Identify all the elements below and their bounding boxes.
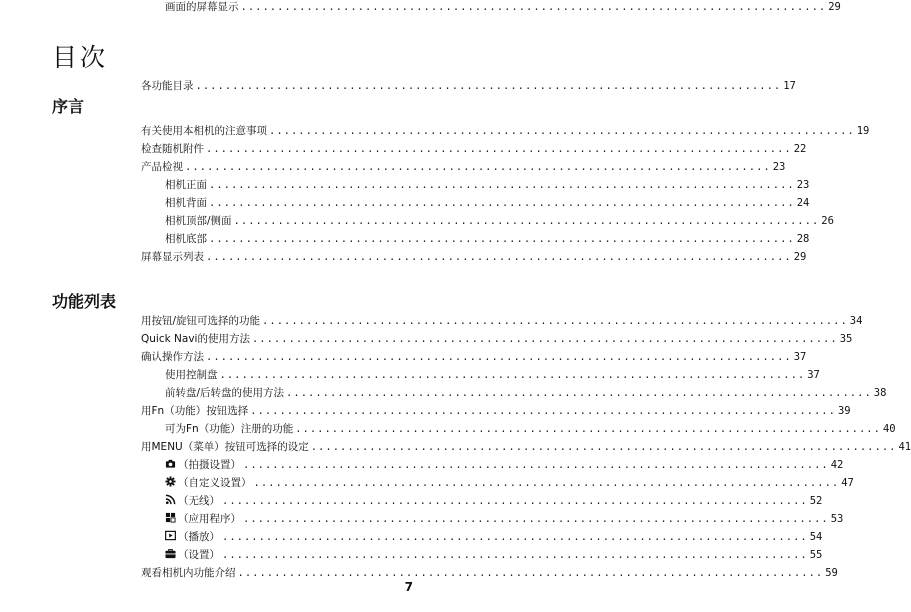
toc-entry-page: 39	[837, 405, 851, 417]
toc-entry-text: （无线）	[178, 495, 220, 507]
toc-entry-page: 42	[830, 459, 844, 471]
toc-entry[interactable]	[141, 404, 851, 418]
toc-entry-label	[141, 142, 204, 156]
toc-entry-label	[165, 196, 207, 210]
toc-entry-page: 29	[828, 1, 841, 13]
toc-entry[interactable]	[165, 232, 810, 246]
toc-entry-text: 用按钮/旋钮可选择的功能	[141, 315, 261, 327]
toc-entry[interactable]	[141, 566, 838, 580]
toc-entry-label	[141, 440, 309, 454]
toc-leader-dots: ................................................................................	[250, 405, 836, 417]
toc-entry-text: 相机正面	[165, 179, 207, 191]
page-title: 目次	[52, 43, 109, 72]
toc-entry-page: 59	[825, 567, 838, 579]
toc-entry-text: 相机底部	[165, 233, 207, 245]
wireless-icon	[165, 494, 176, 505]
toc-entry-page: 29	[793, 251, 807, 263]
toc-leader-dots: ................................................................................	[222, 531, 808, 543]
toc-entry-label	[165, 548, 220, 562]
toc-entry-page: 23	[772, 161, 786, 173]
toc-entry-text: 用MENU（菜单）按钮可选择的设定	[141, 441, 309, 453]
page-number: 7	[404, 580, 413, 594]
toc-entry-text: 可为Fn（功能）注册的功能	[165, 423, 294, 435]
toc-entry-label	[141, 566, 236, 580]
toc-entry[interactable]	[165, 530, 823, 544]
toc-entry[interactable]	[165, 178, 810, 192]
toc-entry-text: 画面的屏幕显示	[165, 1, 239, 13]
toc-entry-text: 用Fn（功能）按钮选择	[141, 405, 249, 417]
toc-leader-dots: ................................................................................	[222, 495, 808, 507]
toc-entry-page: 40	[882, 423, 896, 435]
toc-entry[interactable]	[165, 368, 820, 382]
section-heading-function-list: 功能列表	[52, 292, 117, 311]
toc-leader-dots: ................................................................................	[286, 387, 872, 399]
toc-entry-page: 34	[849, 315, 863, 327]
toc-entry-label	[165, 476, 252, 490]
toc-entry-text: （自定义设置）	[178, 477, 252, 489]
toc-entry-label	[165, 458, 241, 472]
toc-entry-page: 54	[809, 531, 823, 543]
apps-icon	[165, 512, 176, 523]
toc-entry-label	[165, 530, 220, 544]
toc-leader-dots: ................................................................................	[253, 477, 840, 489]
toc-entry-page: 38	[873, 387, 887, 399]
toc-entry-page: 28	[796, 233, 810, 245]
toc-entry[interactable]	[165, 0, 841, 14]
toc-leader-dots: ................................................................................	[206, 351, 792, 363]
toc-entry[interactable]	[141, 250, 807, 264]
toc-entry-page: 41	[898, 441, 911, 453]
toc-entry-label	[165, 494, 220, 508]
toc-leader-dots: ................................................................................	[222, 549, 808, 561]
toc-leader-dots: ................................................................................	[195, 80, 782, 92]
toc-entry[interactable]	[165, 422, 896, 436]
toc-entry-page: 24	[796, 197, 810, 209]
toc-entry-page: 19	[856, 125, 870, 137]
toc-entry[interactable]	[165, 476, 854, 490]
toc-entry[interactable]	[165, 458, 844, 472]
toc-entry[interactable]	[165, 494, 823, 508]
toc-entry-page: 17	[783, 80, 796, 92]
toc-leader-dots: ................................................................................	[209, 197, 795, 209]
toc-entry[interactable]	[165, 386, 887, 400]
toc-entry-label	[165, 422, 293, 436]
toc-entry-page: 52	[809, 495, 823, 507]
toolbox-icon	[165, 548, 176, 559]
toc-entry-text: Quick Navi的使用方法	[141, 333, 250, 345]
toc-entry-label	[141, 160, 183, 174]
toc-entry-label	[141, 250, 204, 264]
toc-entry-page: 37	[807, 369, 820, 381]
toc-leader-dots: ................................................................................	[310, 441, 897, 453]
toc-entry-page: 22	[793, 143, 807, 155]
toc-entry[interactable]	[141, 160, 786, 174]
toc-entry[interactable]	[165, 214, 834, 228]
toc-entry-text: 相机顶部/侧面	[165, 215, 232, 227]
toc-entry-text: 确认操作方法	[141, 351, 204, 363]
toc-entry-text: （设置）	[178, 549, 220, 561]
toc-leader-dots: ................................................................................	[240, 1, 827, 13]
toc-entry-label	[165, 178, 207, 192]
playback-icon	[165, 530, 176, 541]
toc-entry-label	[165, 232, 207, 246]
toc-entry-page: 47	[841, 477, 854, 489]
toc-entry-label	[141, 124, 267, 138]
toc-entry-label	[141, 404, 248, 418]
toc-entry[interactable]	[141, 142, 807, 156]
toc-leader-dots: ................................................................................	[209, 233, 795, 245]
toc-leader-dots: ................................................................................	[262, 315, 848, 327]
toc-entry-text: 各功能目录	[141, 80, 194, 92]
toc-entry-label	[165, 386, 284, 400]
toc-leader-dots: ................................................................................	[209, 179, 795, 191]
gear-icon	[165, 476, 176, 487]
toc-leader-dots: ................................................................................	[219, 369, 806, 381]
toc-entry[interactable]	[141, 79, 796, 93]
toc-entry-page: 26	[821, 215, 834, 227]
toc-entry-page: 55	[809, 549, 823, 561]
toc-entry[interactable]	[165, 196, 810, 210]
toc-entry-page: 53	[830, 513, 844, 525]
toc-entry[interactable]	[141, 314, 863, 328]
section-heading-preface: 序言	[52, 97, 85, 116]
toc-entry-text: 产品检视	[141, 161, 183, 173]
toc-entry-text: 相机背面	[165, 197, 207, 209]
toc-entry-text: 使用控制盘	[165, 369, 218, 381]
toc-entry-text: 有关使用本相机的注意事项	[141, 125, 267, 137]
toc-entry-page: 35	[839, 333, 853, 345]
toc-entry-page: 23	[796, 179, 810, 191]
toc-leader-dots: ................................................................................	[243, 459, 829, 471]
toc-entry[interactable]	[141, 332, 853, 346]
toc-entry[interactable]	[141, 124, 870, 138]
toc-leader-dots: ................................................................................	[295, 423, 881, 435]
toc-entry-label	[165, 214, 232, 228]
toc-entry-text: 前转盘/后转盘的使用方法	[165, 387, 285, 399]
toc-entry-label	[141, 79, 194, 93]
toc-leader-dots: ................................................................................	[243, 513, 829, 525]
camera-icon	[165, 458, 176, 469]
toc-entry-text: （应用程序）	[178, 513, 241, 525]
toc-entry-page: 37	[793, 351, 807, 363]
toc-entry[interactable]	[141, 350, 807, 364]
toc-leader-dots: ................................................................................	[233, 215, 820, 227]
toc-leader-dots: ................................................................................	[185, 161, 771, 173]
toc-entry-text: 屏幕显示列表	[141, 251, 204, 263]
toc-leader-dots: ................................................................................	[237, 567, 824, 579]
toc-entry-label	[141, 350, 204, 364]
toc-leader-dots: ................................................................................	[269, 125, 855, 137]
toc-entry-label	[165, 0, 239, 14]
toc-entry[interactable]	[165, 548, 823, 562]
toc-leader-dots: ................................................................................	[251, 333, 838, 345]
toc-leader-dots: ................................................................................	[206, 143, 792, 155]
toc-entry-label	[141, 332, 250, 346]
toc-entry-label	[165, 368, 218, 382]
toc-entry[interactable]	[165, 512, 844, 526]
toc-entry-text: 观看相机内功能介绍	[141, 567, 236, 579]
toc-entry-text: （播放）	[178, 531, 220, 543]
toc-entry-label	[165, 512, 241, 526]
toc-leader-dots: ................................................................................	[206, 251, 792, 263]
toc-entry-label	[141, 314, 260, 328]
toc-entry-text: 检查随机附件	[141, 143, 204, 155]
toc-entry-text: （拍摄设置）	[178, 459, 241, 471]
toc-entry[interactable]	[141, 440, 911, 454]
